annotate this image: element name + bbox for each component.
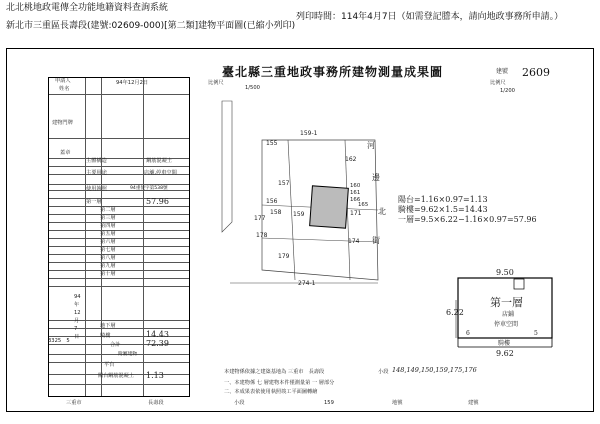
- building-number: 2609: [522, 66, 550, 79]
- plan-left-dim: 6.22: [446, 308, 464, 317]
- date-year: 94: [74, 294, 81, 300]
- floor-4-label: 第四層: [100, 223, 116, 229]
- formula-arcade: 騎樓=9.62×1.5=14.43: [398, 205, 488, 214]
- scale-left: 1/500: [245, 85, 260, 91]
- plan-bottom-dim: 9.62: [496, 349, 514, 358]
- plan-dim-5: 5: [534, 330, 538, 337]
- arcade-label: 騎樓: [100, 333, 111, 339]
- bottom-building-label: 建號: [468, 400, 479, 406]
- floor-7-label: 第七層: [100, 247, 116, 253]
- floor-10-label: 第十層: [100, 271, 116, 277]
- main-use-value: 店舖,停車空間: [144, 170, 177, 176]
- attached-heading: 附屬建物: [118, 352, 138, 357]
- seal-label: 蓋章: [60, 150, 71, 156]
- parcel-label: 160: [350, 183, 361, 189]
- parcel-label: 159: [293, 211, 305, 218]
- bottom-parcel-label: 地號: [392, 400, 403, 406]
- note-line-1: 本建物係依據之建築基地為 三重市 長壽段: [224, 369, 325, 375]
- plan-use-1: 店鋪: [502, 311, 515, 318]
- sig-label: 小段: [378, 369, 389, 375]
- floor-6-label: 第六層: [100, 239, 116, 245]
- balcony-label: 平台: [104, 362, 115, 368]
- parcel-label: 157: [278, 180, 290, 187]
- parcel-label: 177: [254, 215, 266, 222]
- parcel-label: 155: [266, 140, 278, 147]
- parcel-label: 161: [350, 190, 361, 196]
- attached-area: 1.13: [146, 371, 164, 380]
- parcel-label: 162: [345, 156, 357, 163]
- print-timestamp: 列印時間：114年4月7日（如需登記謄本，請向地政事務所申請。）: [296, 12, 564, 22]
- floor-2-label: 第二層: [100, 207, 116, 213]
- parcel-label: 179: [278, 253, 290, 260]
- parcel-label: 171: [350, 210, 362, 217]
- structure-value: 鋼筋混凝土: [146, 158, 172, 164]
- scale-label-right: 比例尺: [490, 80, 506, 86]
- floor-5-label: 第五層: [100, 231, 116, 237]
- street-river: 河: [367, 141, 375, 150]
- total-label: 合計: [110, 342, 121, 348]
- date-month: 12: [74, 310, 81, 316]
- structure-label: 主體構造: [86, 158, 107, 164]
- plan-top-dim: 9.50: [496, 268, 514, 277]
- street-jie: 街: [372, 236, 380, 245]
- date-day-unit: 日: [74, 334, 80, 340]
- bottom-city: 三重市: [66, 400, 82, 406]
- parcel-label: 174: [348, 238, 360, 245]
- date-year-unit: 年: [74, 302, 80, 308]
- building-no-label: 建號: [496, 68, 509, 75]
- plan-arcade-label: 騎樓: [498, 340, 511, 347]
- floor-8-label: 第八層: [100, 255, 116, 261]
- attached-structure: 鋼筋混凝土: [108, 373, 134, 379]
- floor-3-label: 第三層: [100, 215, 116, 221]
- basement-label: 地下層: [100, 323, 116, 329]
- street-north: 北: [378, 207, 386, 216]
- parcel-label: 158: [270, 209, 282, 216]
- total-area: 72.39: [146, 339, 169, 348]
- scale-label: 比例尺: [208, 80, 224, 86]
- address-label: 建物門牌: [52, 120, 73, 126]
- permit-value: 94重使字第538號: [130, 186, 168, 191]
- note-line-2: 一、本建物係 七 層建物本件僅測量第 一 層部分: [224, 380, 335, 386]
- date-day: 7: [74, 326, 78, 332]
- applicant-label: 申請人: [55, 78, 71, 84]
- plan-room-title: 第一層: [490, 296, 523, 309]
- plan-dim-6: 6: [466, 330, 470, 337]
- side-id: 3325 5: [48, 338, 70, 344]
- formula-floor1: 一層=9.5×6.22−1.16×0.97=57.96: [398, 215, 537, 224]
- document-title: 臺北縣三重地政事務所建物測量成果圖: [222, 65, 444, 79]
- plan-use-2: 停車空間: [494, 321, 519, 328]
- parcel-label: 165: [358, 202, 369, 208]
- floor-1-label: 第一層: [86, 199, 102, 205]
- parcel-label: 159-1: [300, 130, 318, 137]
- street-bian: 邊: [372, 173, 380, 182]
- main-use-label: 主要用途: [86, 170, 107, 176]
- permit-label: 使用執照: [86, 186, 107, 192]
- bottom-parcel-no: 159: [324, 400, 334, 406]
- bottom-subsection: 小段: [234, 400, 245, 406]
- formula-balcony: 陽台=1.16×0.97=1.13: [398, 195, 488, 204]
- terrace-label: 陽台: [98, 373, 109, 379]
- bottom-section: 長壽段: [148, 400, 164, 406]
- parcel-label: 166: [350, 197, 361, 203]
- system-name: 北北桃地政電傳全功能地籍資料查詢系統: [6, 3, 169, 13]
- parcel-label: 156: [266, 198, 278, 205]
- parcel-label: 274-1: [298, 280, 316, 287]
- parcel-label: 178: [256, 232, 268, 239]
- note-line-3: 二、本成果表依使用執照竣工平面圖轉繪: [224, 389, 318, 395]
- arcade-area: 14.43: [146, 330, 169, 339]
- document-type: 新北市三重區長壽段(建號:02609-000)[第二類]建物平面圖(已縮小列印): [6, 21, 296, 31]
- date-month-unit: 月: [74, 318, 80, 324]
- scale-right: 1/200: [500, 88, 515, 94]
- handwritten-parcels: 148,149,150,159,175,176: [392, 366, 477, 374]
- floor-9-label: 第九層: [100, 263, 116, 269]
- application-date: 94年12月2日: [116, 80, 149, 86]
- floor-1-area: 57.96: [146, 197, 169, 206]
- name-label: 姓名: [59, 86, 70, 92]
